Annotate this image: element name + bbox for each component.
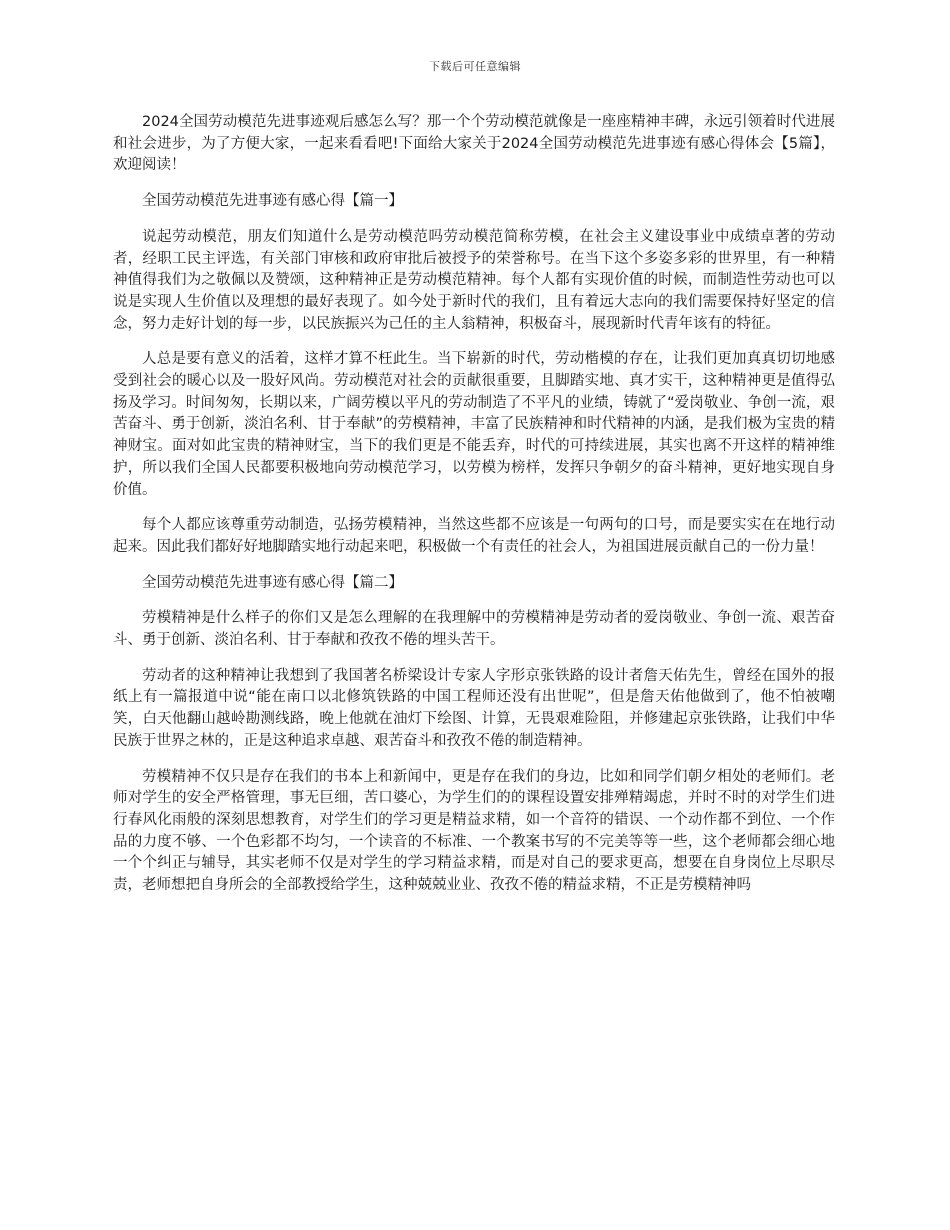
paragraph: 劳模精神是什么样子的你们又是怎么理解的在我理解中的劳模精神是劳动者的爱岗敬业、争创一流、艰苦奋斗、勇于创新、淡泊名利、甘于奉献和孜孜不倦的埋头苦干。: [113, 610, 835, 649]
section-title-part-one: 全国劳动模范先进事迹有感心得【篇一】: [142, 193, 403, 210]
section-title-part-two: 全国劳动模范先进事迹有感心得【篇二】: [142, 574, 403, 591]
intro-paragraph: 2024全国劳动模范先进事迹观后感怎么写？那一个个劳动模范就像是一座座精神丰碑，永远引领着时代进展和社会进步，为了方便大家，一起来看看吧!下面给大家关于2024全国劳动模范先进事迹有感心得体会【5篇】，欢迎阅读！: [113, 114, 835, 174]
page-header-note: 下载后可任意编辑: [429, 60, 521, 73]
paragraph: 人总是要有意义的活着，这样才算不枉此生。当下崭新的时代，劳动楷模的存在，让我们更加真真切切地感受到社会的暖心以及一股好风尚。劳动模范对社会的贡献很重要，且脚踏实地、真才实干，这种精神更是值得弘扬及学习。时间匆匆，长期以来，广阔劳模以平凡的劳动制造了不平凡的业绩，铸就了“爱岗敬业、争创一流，艰苦奋斗、勇于创新，淡泊名利、甘于奉献”的劳模精神，丰富了民族精神和时代精神的内涵，是我们极为宝贵的精神财宝。面对如此宝贵的精神财宝，当下的我们更是不能丢弃，时代的可持续进展，其实也离不开这样的精神维护，所以我们全国人民都要积极地向劳动模范学习，以劳模为榜样，发挥只争朝夕的奋斗精神，更好地实现自身价值。: [113, 351, 835, 498]
document-body: [113, 112, 835, 911]
paragraph: 劳动者的这种精神让我想到了我国著名桥梁设计专家人字形京张铁路的设计者詹天佑先生，曾经在国外的报纸上有一篇报道中说“能在南口以北修筑铁路的中国工程师还没有出世呢”，但是詹天佑他做到了，他不怕被嘲笑，白天他翻山越岭勘测线路，晚上他就在油灯下绘图、计算，无畏艰难险阻，并修建起京张铁路，让我们中华民族于世界之林的，正是这种追求卓越、艰苦奋斗和孜孜不倦的制造精神。: [113, 667, 835, 749]
paragraph: 劳模精神不仅只是存在我们的书本上和新闻中，更是存在我们的身边，比如和同学们朝夕相处的老师们。老师对学生的安全严格管理，事无巨细，苦口婆心，为学生们的的课程设置安排殚精竭虑，并时不时的对学生们进行春风化雨般的深刻思想教育，对学生们的学习更是精益求精，如一个音符的错误、一个动作都不到位、一个作品的力度不够、一个色彩都不均匀，一个读音的不标准、一个教案书写的不完美等等一些，这个老师都会细心地一个个纠正与辅导，其实老师不仅是对学生的学习精益求精，而是对自己的要求更高，想要在自身岗位上尽职尽责，老师想把自身所会的全部教授给学生，这种兢兢业业、孜孜不倦的精益求精，不正是劳模精神吗: [113, 768, 835, 894]
paragraph: 每个人都应该尊重劳动制造，弘扬劳模精神，当然这些都不应该是一句两句的口号，而是要实实在在地行动起来。因此我们都好好地脚踏实地行动起来吧，积极做一个有责任的社会人，为祖国进展贡献自己的一份力量！: [113, 517, 835, 555]
paragraph: 说起劳动模范，朋友们知道什么是劳动模范吗劳动模范简称劳模，在社会主义建设事业中成绩卓著的劳动者，经职工民主评选，有关部门审核和政府审批后被授予的荣誉称号。在当下这个多姿多彩的世界里，有一种精神值得我们为之敬佩以及赞颂，这种精神正是劳动模范精神。每个人都有实现价值的时候，而制造性劳动也可以说是实现人生价值以及理想的最好表现了。如今处于新时代的我们，且有着远大志向的我们需要保持好坚定的信念，努力走好计划的每一步，以民族振兴为己任的主人翁精神，积极奋斗，展现新时代青年该有的特征。: [113, 228, 835, 332]
